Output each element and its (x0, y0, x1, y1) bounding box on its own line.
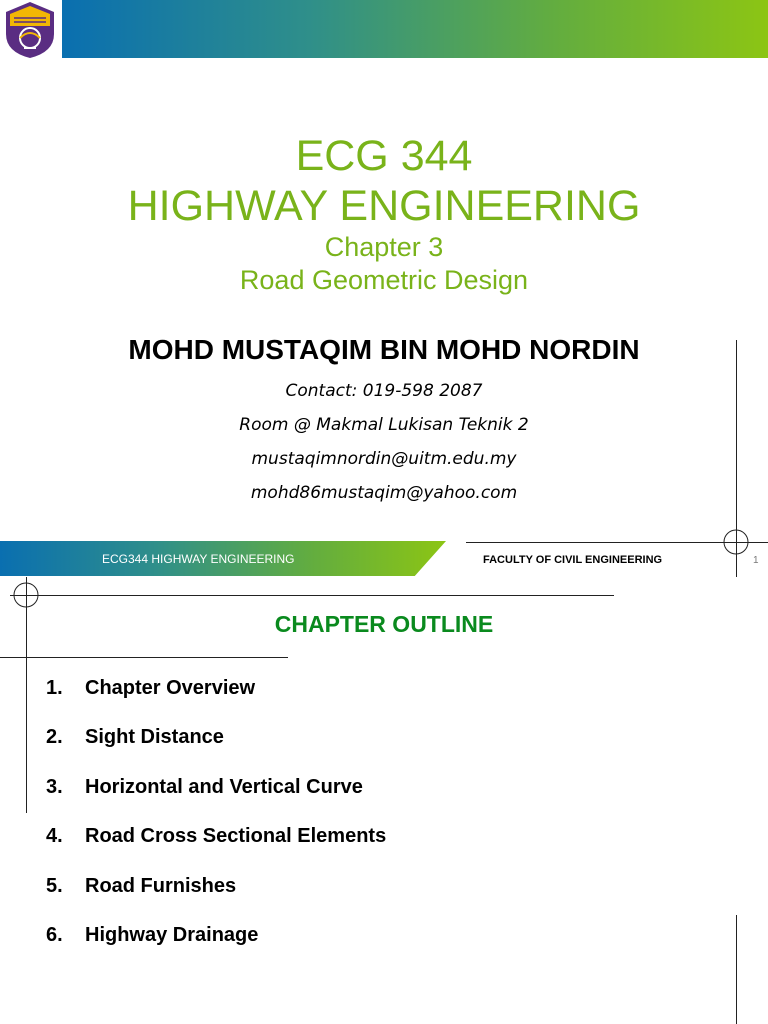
contact-email-personal[interactable]: mohd86mustaqim@yahoo.com (250, 483, 518, 503)
list-item-number: 1. (46, 677, 63, 699)
list-item-number: 3. (46, 775, 63, 798)
crosshair-circle (722, 528, 750, 556)
outline-list (46, 677, 386, 973)
outline-title: CHAPTER OUTLINE (274, 611, 494, 637)
list-item-label: Sight Distance (85, 726, 224, 749)
page-number: 1 (753, 555, 759, 566)
top-horizontal-line (10, 595, 614, 596)
list-item-number: 4. (46, 825, 63, 848)
list-item (46, 875, 386, 924)
chapter-number: Chapter 3 (324, 232, 444, 262)
course-name: HIGHWAY ENGINEERING (127, 182, 641, 230)
crosshair-circle (12, 581, 40, 609)
list-item-label: Road Furnishes (85, 874, 237, 897)
university-logo (2, 0, 58, 60)
list-item (46, 677, 386, 726)
course-code: ECG 344 (295, 132, 473, 180)
list-item (46, 924, 386, 973)
footer-course-label: ECG344 HIGHWAY ENGINEERING (102, 552, 295, 566)
contact-room: Room @ Makmal Lukisan Teknik 2 (239, 415, 529, 435)
list-item (46, 776, 386, 825)
contact-email-work[interactable]: mustaqimnordin@uitm.edu.my (251, 449, 517, 469)
list-item-label: Road Cross Sectional Elements (85, 825, 387, 848)
middle-horizontal-line (0, 657, 288, 658)
list-item-label: Highway Drainage (85, 923, 259, 946)
list-item-number: 2. (46, 726, 63, 749)
contact-phone: Contact: 019-598 2087 (285, 381, 483, 401)
list-item-number: 5. (46, 874, 63, 897)
list-item-label: Chapter Overview (85, 677, 256, 699)
list-item-number: 6. (46, 923, 63, 946)
outline-slide (0, 577, 768, 1024)
list-item-label: Horizontal and Vertical Curve (85, 775, 363, 798)
right-vertical-line (736, 915, 737, 1024)
chapter-title: Road Geometric Design (239, 265, 529, 295)
list-item (46, 726, 386, 775)
header-gradient-band (62, 0, 768, 58)
lecturer-name: MOHD MUSTAQIM BIN MOHD NORDIN (128, 334, 640, 365)
list-item (46, 825, 386, 874)
footer-faculty-label: FACULTY OF CIVIL ENGINEERING (483, 554, 663, 566)
